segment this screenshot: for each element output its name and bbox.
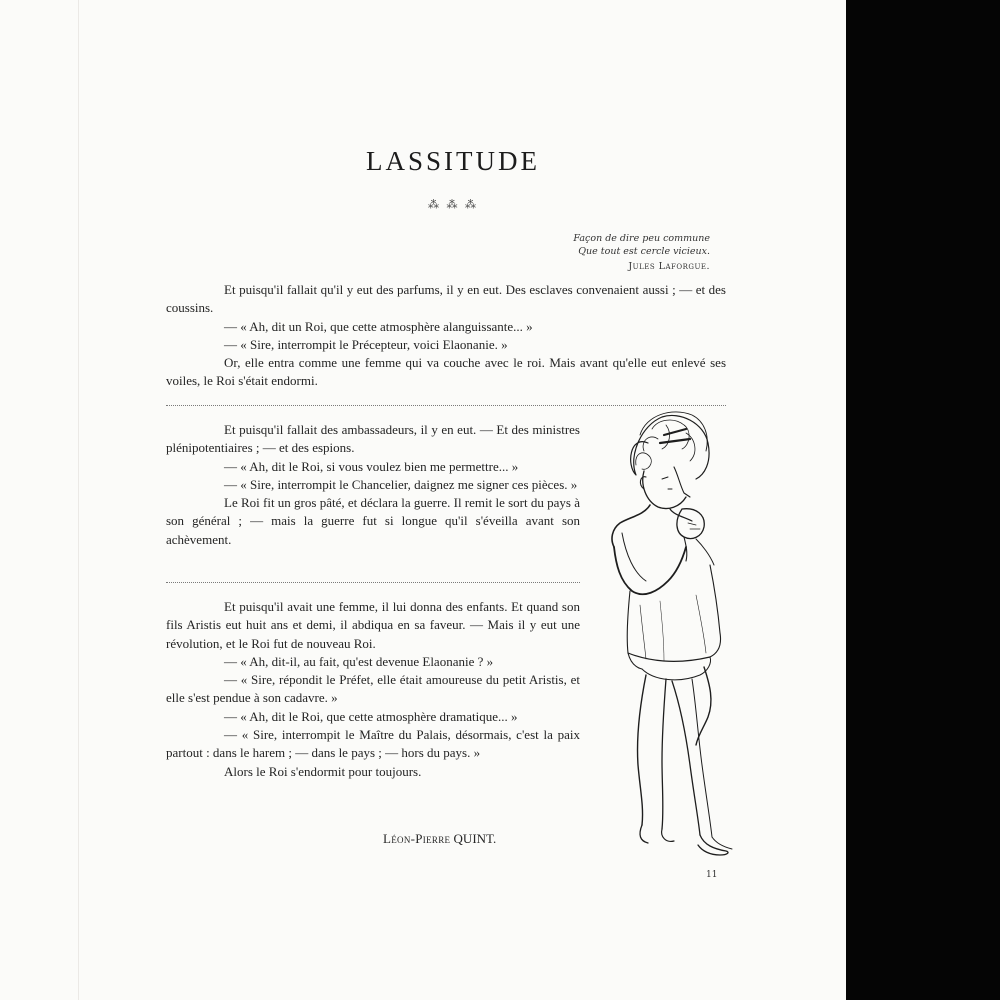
author-signature (383, 831, 543, 847)
epigraph-author: Jules Laforgue. (628, 261, 710, 272)
paragraph: Le Roi fit un gros pâté, et déclara la guerre. Il remit le sort du pays à son général ; — mais la guerre fut si longue qu'il s'éveilla avant son achèvement. (166, 495, 580, 547)
background-black-band (846, 0, 1000, 1000)
paragraph: Or, elle entra comme une femme qui va couche avec le roi. Mais avant qu'elle eut enlevé ses voiles, le Roi s'était endormi. (166, 355, 726, 389)
paragraph: — « Sire, interrompit le Maître du Palais, désormais, c'est la paix partout : dans le harem ; — dans le pays ; — hors du pays. » (166, 727, 580, 761)
epigraph-line-2: Que tout est cercle vicieux. (578, 246, 710, 257)
paragraph: — « Sire, répondit le Préfet, elle était amoureuse du petit Aristis, et elle s'est pendue à son cadavre. » (166, 672, 580, 706)
section-1 (166, 281, 726, 391)
page-title: LASSITUDE (366, 146, 540, 176)
paragraph: — « Ah, dit le Roi, que cette atmosphère dramatique... » (224, 708, 518, 724)
section-2 (166, 421, 580, 549)
paragraph: Et puisqu'il avait une femme, il lui donna des enfants. Et quand son fils Aristis eut huit ans et demi, il abdiqua en sa faveur. — Mais il y eut une révolution, et le Roi fut de nouveau Roi. (166, 599, 580, 651)
author-last-name: QUINT. (453, 831, 497, 846)
page-number: 11 (706, 870, 718, 880)
ornament-divider: ⁂ ⁂ ⁂ (428, 198, 478, 211)
paragraph: — « Sire, interrompit le Chancelier, daignez me signer ces pièces. » (224, 476, 578, 492)
dotted-separator (166, 582, 580, 583)
paragraph: Et puisqu'il fallait des ambassadeurs, il y en eut. — Et des ministres plénipotentiaires ; — et des espions. (166, 422, 580, 456)
epigraph-line-1: Façon de dire peu commune (573, 233, 710, 244)
page-fold-edge (78, 0, 79, 1000)
paragraph: — « Ah, dit-il, au fait, qu'est devenue Elaonanie ? » (224, 653, 494, 669)
author-first-name: Léon-Pierre (383, 831, 451, 846)
paragraph: — « Sire, interrompit le Précepteur, voici Elaonanie. » (224, 336, 508, 352)
section-3 (166, 598, 580, 781)
paragraph: Alors le Roi s'endormit pour toujours. (224, 763, 422, 779)
paragraph: Et puisqu'il fallait qu'il y eut des parfums, il y en eut. Des esclaves convenaient aussi ; — et des coussins. (166, 282, 726, 316)
paragraph: — « Ah, dit le Roi, si vous voulez bien me permettre... » (224, 458, 519, 474)
paragraph: — « Ah, dit un Roi, que cette atmosphère alanguissante... » (224, 318, 533, 334)
child-sketch-illustration (600, 405, 740, 865)
epigraph (540, 232, 710, 273)
